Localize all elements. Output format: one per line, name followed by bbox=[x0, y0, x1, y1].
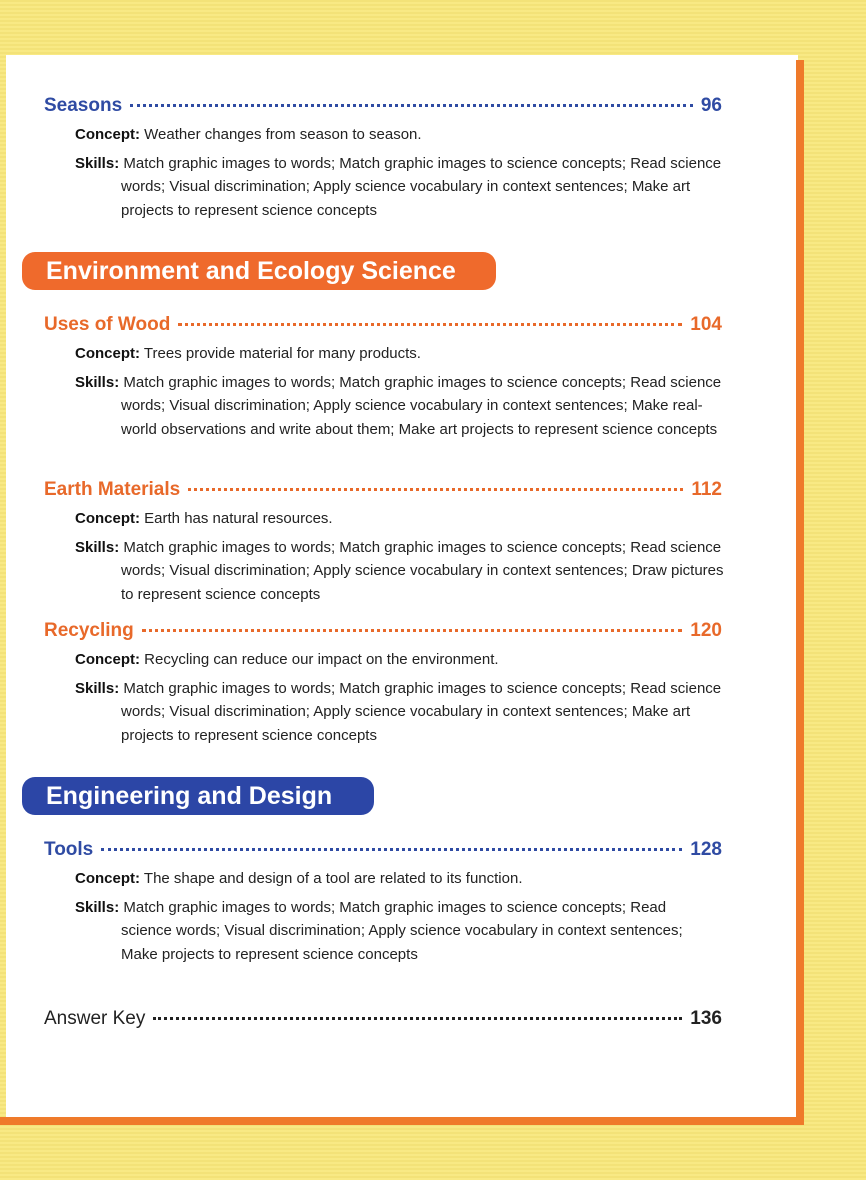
concept-label: Concept: bbox=[75, 126, 140, 143]
toc-title-row[interactable] bbox=[44, 479, 722, 501]
toc-title-row[interactable] bbox=[44, 314, 722, 336]
answer-key-page-number: 136 bbox=[690, 1008, 722, 1029]
toc-title[interactable]: Earth Materials bbox=[44, 479, 181, 500]
page-border-right bbox=[796, 60, 804, 1125]
concept-line bbox=[75, 342, 722, 366]
leader-dots bbox=[142, 628, 683, 632]
concept-text: Earth has natural resources. bbox=[144, 510, 333, 527]
toc-page-number: 96 bbox=[700, 95, 722, 116]
toc-entry-earth-materials bbox=[44, 479, 722, 606]
skills-text: Match graphic images to words; Match graphic images to science concepts; Read science words; Visual discrimination; Apply science vocabulary in context sentences; Make projects to represent science concepts bbox=[121, 898, 683, 963]
concept-line bbox=[75, 507, 722, 531]
leader-dots bbox=[178, 322, 682, 326]
toc-entry-recycling bbox=[44, 620, 722, 747]
section-banner-environment: Environment and Ecology Science bbox=[22, 252, 496, 290]
concept-label: Concept: bbox=[75, 651, 140, 668]
toc-entry-answer-key[interactable] bbox=[44, 1008, 722, 1030]
toc-page-number: 120 bbox=[690, 620, 722, 641]
toc-page-number: 112 bbox=[691, 479, 722, 500]
concept-text: The shape and design of a tool are related to its function. bbox=[143, 870, 523, 887]
toc-entry-tools bbox=[44, 839, 722, 966]
skills-label: Skills: bbox=[75, 373, 120, 391]
concept-line bbox=[75, 867, 722, 891]
concept-line bbox=[75, 123, 722, 147]
toc-title[interactable]: Recycling bbox=[44, 620, 134, 641]
skills-line bbox=[75, 152, 736, 223]
skills-label: Skills: bbox=[75, 538, 120, 556]
skills-line bbox=[75, 896, 711, 967]
skills-text: Match graphic images to words; Match graphic images to science concepts; Read science words; Visual discrimination; Apply science vocabulary in context sentences; Make real-world observations and write about them; Make art projects to represent science concepts bbox=[121, 373, 722, 438]
toc-title-row[interactable] bbox=[44, 620, 722, 642]
leader-dots bbox=[153, 1016, 682, 1020]
toc-title-row[interactable] bbox=[44, 95, 722, 117]
skills-text: Match graphic images to words; Match graphic images to science concepts; Read science words; Visual discrimination; Apply science vocabulary in context sentences; Make art projects to represent science concepts bbox=[121, 154, 722, 219]
concept-line bbox=[75, 648, 722, 672]
toc-title-row[interactable] bbox=[44, 839, 722, 861]
skills-text: Match graphic images to words; Match graphic images to science concepts; Read science words; Visual discrimination; Apply science vocabulary in context sentences; Draw pictures to represent science concepts bbox=[121, 538, 724, 603]
toc-title[interactable]: Seasons bbox=[44, 95, 123, 116]
concept-text: Recycling can reduce our impact on the environment. bbox=[144, 651, 499, 668]
answer-key-label[interactable]: Answer Key bbox=[44, 1008, 146, 1029]
leader-dots bbox=[130, 103, 693, 107]
concept-label: Concept: bbox=[75, 510, 140, 527]
skills-label: Skills: bbox=[75, 154, 120, 172]
concept-text: Trees provide material for many products. bbox=[143, 345, 421, 362]
toc-title[interactable]: Tools bbox=[44, 839, 94, 860]
concept-text: Weather changes from season to season. bbox=[144, 126, 422, 143]
toc-title[interactable]: Uses of Wood bbox=[44, 314, 171, 335]
toc-entry-seasons bbox=[44, 95, 722, 222]
skills-line bbox=[75, 371, 736, 442]
toc-page-number: 128 bbox=[690, 839, 722, 860]
concept-label: Concept: bbox=[75, 870, 140, 887]
leader-dots bbox=[188, 487, 683, 491]
toc-page-number: 104 bbox=[690, 314, 722, 335]
concept-label: Concept: bbox=[75, 345, 140, 362]
toc-entry-uses-of-wood bbox=[44, 314, 722, 441]
skills-line bbox=[75, 536, 736, 607]
page-border-bottom bbox=[0, 1117, 804, 1125]
skills-text: Match graphic images to words; Match graphic images to science concepts; Read science words; Visual discrimination; Apply science vocabulary in context sentences; Make art projects to represent science concepts bbox=[121, 679, 722, 744]
leader-dots bbox=[101, 847, 682, 851]
skills-label: Skills: bbox=[75, 679, 120, 697]
section-banner-engineering: Engineering and Design bbox=[22, 777, 374, 815]
skills-label: Skills: bbox=[75, 898, 120, 916]
skills-line bbox=[75, 677, 736, 748]
